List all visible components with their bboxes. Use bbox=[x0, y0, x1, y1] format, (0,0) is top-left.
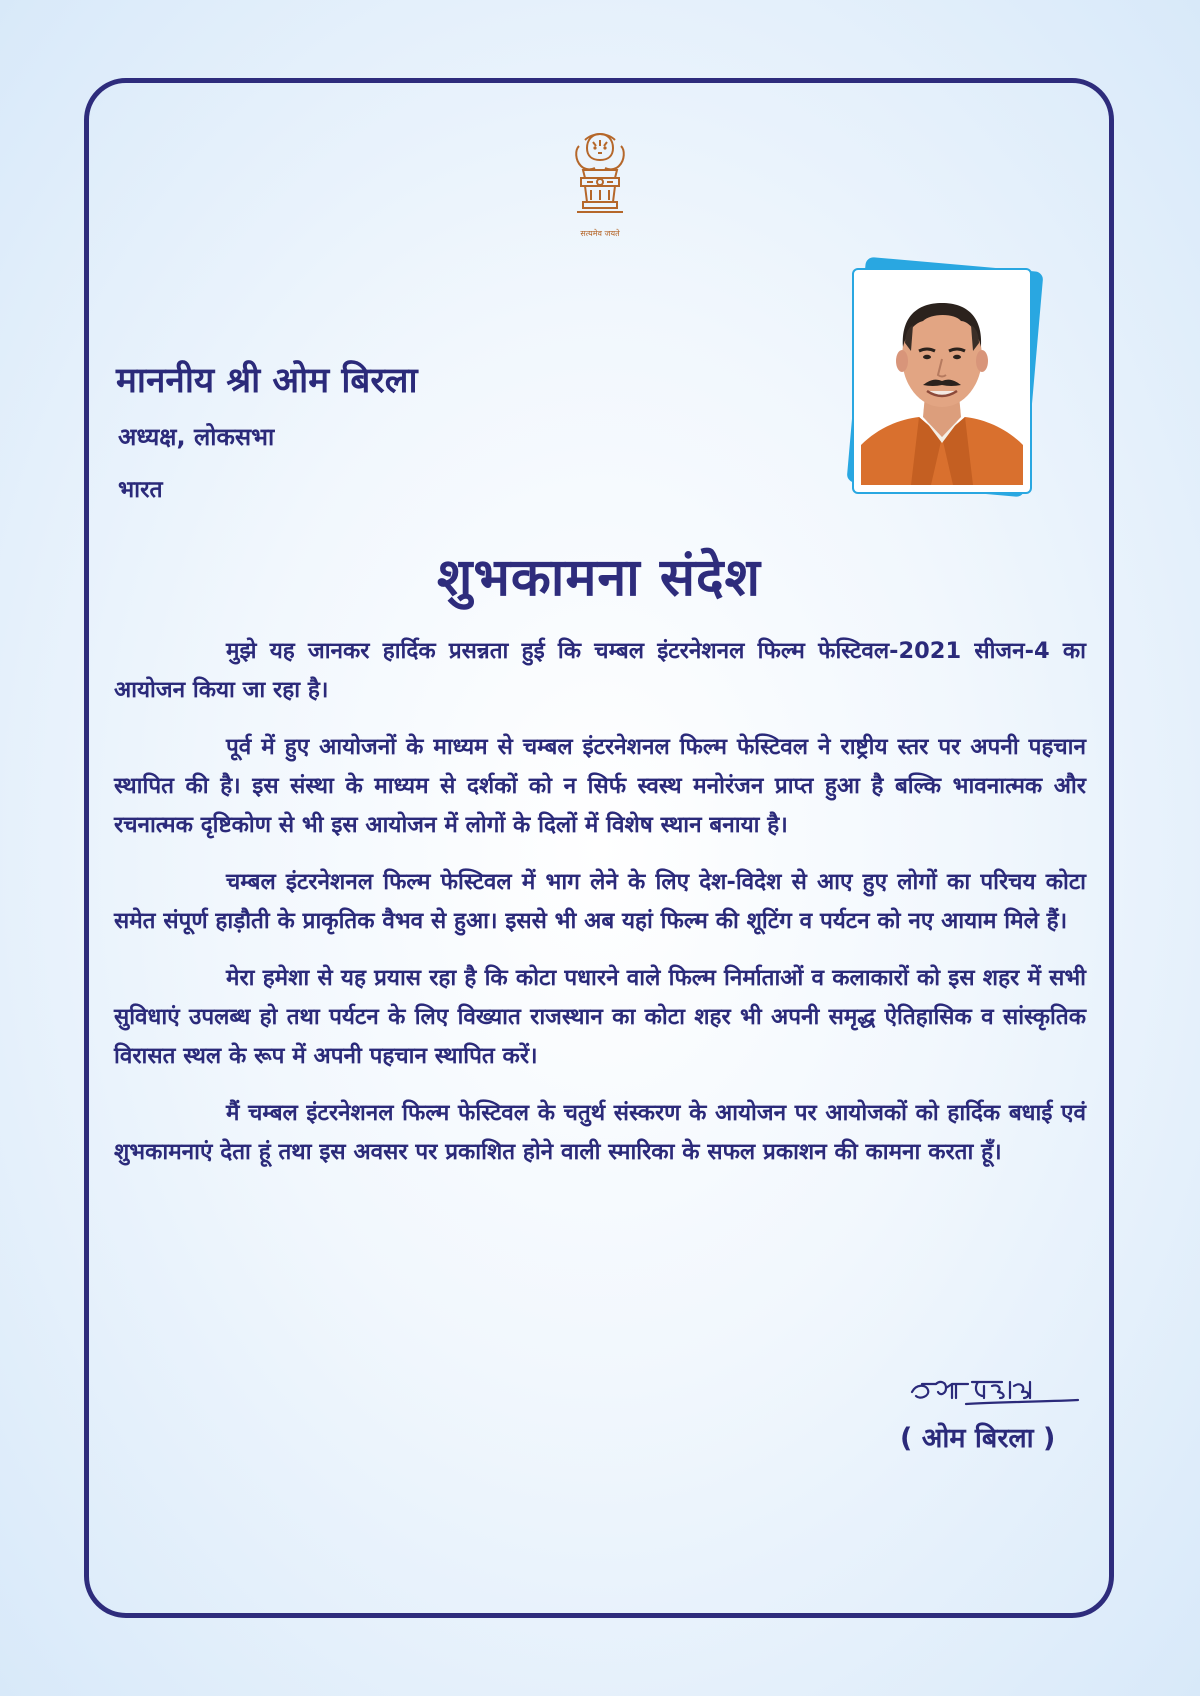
portrait-photo-frame bbox=[850, 262, 1040, 502]
dignitary-designation: अध्यक्ष, लोकसभा bbox=[118, 423, 275, 451]
handwritten-signature bbox=[906, 1372, 1086, 1420]
message-body bbox=[114, 632, 1086, 1190]
paragraph: मेरा हमेशा से यह प्रयास रहा है कि कोटा पधारने वाले फिल्म निर्माताओं व कलाकारों को इस शहर में सभी सुविधाएं उपलब्ध हो तथा पर्यटन के लिए विख्यात राजस्थान का कोटा शहर भी अपनी समृद्ध ऐतिहासिक व सांस्कृतिक विरासत स्थल के रूप में अपनी पहचान स्थापित करें। bbox=[114, 965, 1086, 1069]
signatory-name: ( ओम बिरला ) bbox=[900, 1423, 1056, 1454]
emblem-motto: सत्यमेव जयते bbox=[580, 229, 620, 238]
paragraph: मैं चम्बल इंटरनेशनल फिल्म फेस्टिवल के चतुर्थ संस्करण के आयोजन पर आयोजकों को हार्दिक बधाई एवं शुभकामनाएं देता हूं तथा इस अवसर पर प्रकाशित होने वाली स्मारिका के सफल प्रकाशन की कामना करता हूँ। bbox=[114, 1100, 1086, 1165]
paragraph: पूर्व में हुए आयोजनों के माध्यम से चम्बल इंटरनेशनल फिल्म फेस्टिवल ने राष्ट्रीय स्तर पर अपनी पहचान स्थापित की है। इस संस्था के माध्यम से दर्शकों को न सिर्फ स्वस्थ मनोरंजन प्राप्त हुआ है बल्कि भावनात्मक और रचनात्मक दृष्टिकोण से भी इस आयोजन में लोगों के दिलों में विशेष स्थान बनाया है। bbox=[114, 734, 1086, 838]
paragraph: मुझे यह जानकर हार्दिक प्रसन्नता हुई कि चम्बल इंटरनेशनल फिल्म फेस्टिवल-2021 सीजन-4 का आयोजन किया जा रहा है। bbox=[114, 638, 1086, 703]
portrait-photo bbox=[854, 270, 1030, 492]
paragraph: चम्बल इंटरनेशनल फिल्म फेस्टिवल में भाग लेने के लिए देश-विदेश से आए हुए लोगों का परिचय कोटा समेत संपूर्ण हाड़ौती के प्राकृतिक वैभव से हुआ। इससे भी अब यहां फिल्म की शूटिंग व पर्यटन को नए आयाम मिले हैं। bbox=[114, 869, 1086, 934]
message-title: शुभकामना संदेश bbox=[437, 548, 761, 608]
national-emblem-icon bbox=[565, 128, 635, 240]
dignitary-name: माननीय श्री ओम बिरला bbox=[116, 361, 418, 401]
dignitary-country: भारत bbox=[118, 477, 163, 503]
